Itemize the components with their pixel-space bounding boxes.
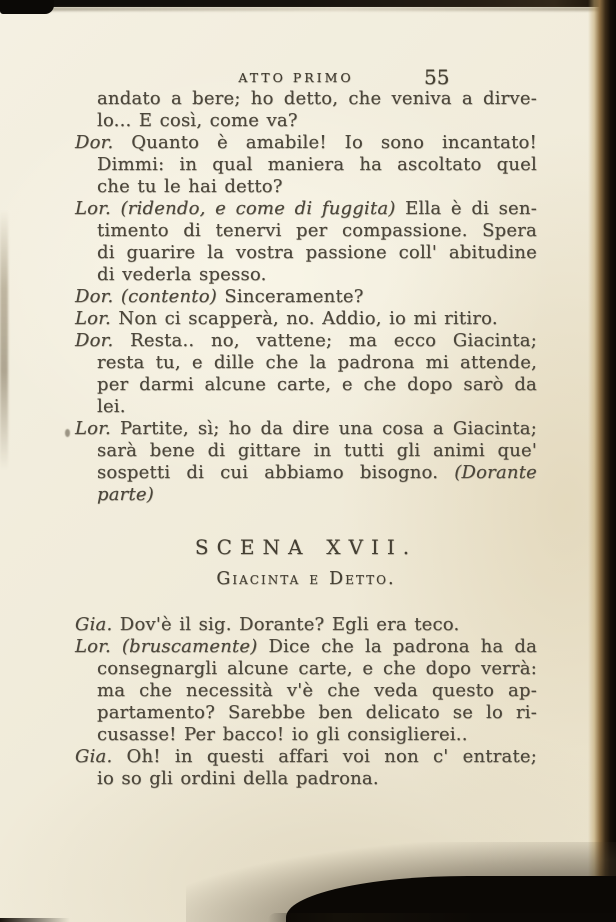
plain-text: che tu le hai detto? bbox=[97, 176, 283, 197]
plain-text: Dimmi: in qual maniera ha ascoltato quel bbox=[97, 154, 537, 175]
plain-text: ma che necessità v'è che veda questo ap- bbox=[97, 680, 537, 701]
text-line bbox=[75, 680, 537, 702]
italic-text: Lor. bbox=[75, 198, 111, 219]
text-line bbox=[75, 418, 537, 440]
text-line bbox=[75, 88, 537, 110]
italic-text: Gia. bbox=[75, 746, 113, 767]
page-number: 55 bbox=[424, 65, 450, 89]
plain-text: andato a bere; ho detto, che veniva a dirve- bbox=[97, 88, 537, 109]
plain-text: Partite, sì; ho da dire una cosa a Giacinta; bbox=[110, 418, 537, 439]
page-header bbox=[75, 65, 537, 90]
text-line bbox=[75, 440, 537, 462]
text-line bbox=[75, 768, 537, 790]
text-line bbox=[75, 746, 537, 768]
italic-text: Gia. bbox=[75, 614, 113, 635]
plain-text: consegnargli alcune carte, e che dopo verrà: bbox=[97, 658, 537, 679]
plain-text: lo... E così, come va? bbox=[97, 110, 298, 131]
italic-text: (ridendo, e come di fuggita) bbox=[120, 198, 396, 219]
scan-edge-top bbox=[0, 0, 616, 7]
plain-text bbox=[113, 286, 120, 307]
plain-text: per darmi alcune carte, e che dopo sarò da bbox=[97, 374, 537, 395]
plain-text bbox=[111, 198, 121, 219]
text-line bbox=[75, 176, 537, 198]
text-line bbox=[75, 484, 537, 506]
plain-text: Oh! in questi affari voi non c' entrate; bbox=[112, 746, 537, 767]
scan-edge-bottom-right bbox=[286, 876, 616, 922]
scan-edge-right bbox=[588, 0, 616, 922]
plain-text: Quanto è amabile! Io sono incantato! bbox=[113, 132, 537, 153]
text-line bbox=[75, 132, 537, 154]
plain-text: di vederla spesso. bbox=[97, 264, 267, 285]
italic-text: (contento) bbox=[120, 286, 217, 307]
plain-text: sospetti di cui abbiamo bisogno. bbox=[97, 462, 455, 483]
text-line bbox=[75, 220, 537, 242]
plain-text: io so gli ordini della padrona. bbox=[97, 768, 379, 789]
running-title: ATTO PRIMO bbox=[238, 70, 354, 85]
plain-text: partamento? Sarebbe ben delicato se lo ri- bbox=[97, 702, 537, 723]
text-line bbox=[75, 636, 537, 658]
scan-edge-bottom-shadow bbox=[186, 842, 616, 922]
scene-characters: Giacinta e Detto. bbox=[216, 569, 396, 589]
scene-heading: SCENA XVII. bbox=[194, 535, 418, 559]
plain-text: Ella è di sen- bbox=[395, 198, 537, 219]
plain-text: sarà bene di gittare in tutti gli animi que' bbox=[97, 440, 537, 461]
scan-edge-bottom-left bbox=[0, 918, 70, 922]
text-line bbox=[75, 242, 537, 264]
italic-text: Lor. bbox=[75, 308, 111, 329]
italic-text: Lor. bbox=[75, 418, 111, 439]
plain-text: di guarire la vostra passione coll' abitudine bbox=[97, 242, 537, 263]
text-line bbox=[75, 110, 537, 132]
text-line bbox=[75, 198, 537, 220]
text-line bbox=[75, 396, 537, 418]
page-body bbox=[75, 88, 537, 790]
plain-text bbox=[111, 636, 122, 657]
italic-text: Dor. bbox=[75, 286, 114, 307]
italic-text: Dor. bbox=[75, 132, 114, 153]
scan-edge-bottom-bar bbox=[268, 913, 616, 922]
text-line bbox=[75, 374, 537, 396]
text-line bbox=[75, 702, 537, 724]
italic-text: Dor. bbox=[75, 330, 114, 351]
plain-text: resta tu, e dille che la padrona mi attende, bbox=[97, 352, 537, 373]
text-line bbox=[75, 614, 537, 636]
italic-text: (bruscamente) bbox=[121, 636, 258, 657]
scan-edge-top-streak bbox=[0, 7, 616, 11]
text-line bbox=[75, 154, 537, 176]
text-line bbox=[75, 462, 537, 484]
text-line bbox=[75, 330, 537, 352]
scan-edge-left-smudge bbox=[0, 210, 8, 470]
text-line bbox=[75, 286, 537, 308]
italic-text: (Dorante bbox=[454, 462, 537, 483]
text-line bbox=[75, 724, 537, 746]
plain-text: lei. bbox=[97, 396, 126, 417]
text-line bbox=[75, 308, 537, 330]
text-line bbox=[75, 264, 537, 286]
italic-text: Lor. bbox=[75, 636, 111, 657]
ink-speck bbox=[65, 429, 70, 437]
plain-text: Resta.. no, vattene; ma ecco Giacinta; bbox=[113, 330, 537, 351]
italic-text: parte) bbox=[97, 484, 154, 505]
text-line bbox=[75, 658, 537, 680]
text-line bbox=[75, 352, 537, 374]
plain-text: Non ci scapperà, no. Addio, io mi ritiro. bbox=[110, 308, 498, 329]
plain-text: Sinceramente? bbox=[216, 286, 364, 307]
scan-edge-top-left bbox=[0, 0, 54, 14]
plain-text: cusasse! Per bacco! io gli consiglierei.. bbox=[97, 724, 468, 745]
plain-text: Dice che la padrona ha da bbox=[257, 636, 537, 657]
plain-text: Dov'è il sig. Dorante? Egli era teco. bbox=[112, 614, 460, 635]
plain-text: timento di tenervi per compassione. Spera bbox=[97, 220, 537, 241]
